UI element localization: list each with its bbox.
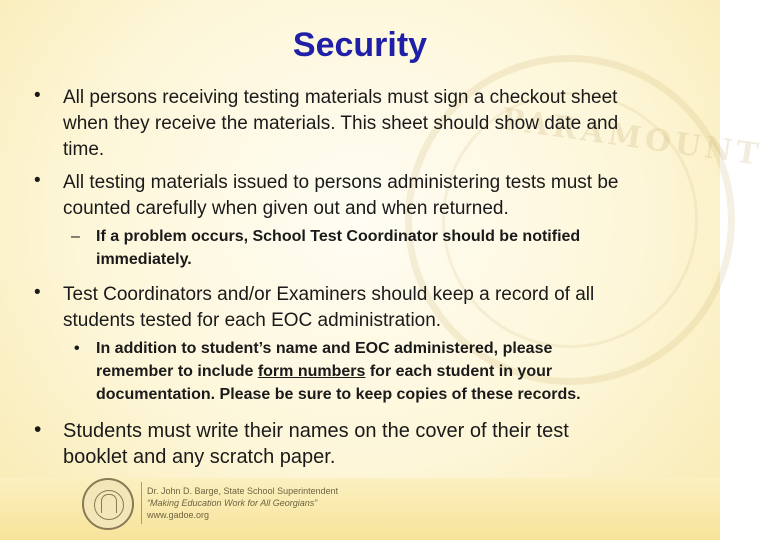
bullet-4-line-2: booklet and any scratch paper.	[63, 446, 336, 468]
bullet-3-line-1: Test Coordinators and/or Examiners should keep a record of all	[63, 284, 595, 305]
footer-superintendent: Dr. John D. Barge, State School Superintendent	[147, 486, 339, 496]
bullet-icon: •	[34, 170, 41, 191]
bullet-2-line-1: All testing materials issued to persons administering tests must be	[63, 172, 619, 193]
footer-slogan: “Making Education Work for All Georgians”	[147, 498, 318, 508]
seal-arch	[101, 494, 117, 513]
sub-item-line-1: If a problem occurs, School Test Coordinator should be notified	[96, 228, 581, 245]
slide-title: Security	[292, 26, 428, 64]
bullet-4-line-1: Students must write their names on the cover of their test	[63, 420, 569, 442]
form-numbers-underlined: form numbers	[257, 363, 366, 380]
bullet-1-line-3: time.	[63, 139, 105, 160]
bullet-3-line-2: students tested for each EOC administration.	[63, 310, 442, 331]
bullet-2-line-2: counted carefully when given out and when returned.	[63, 198, 509, 219]
bullet-1-line-2: when they receive the materials. This sheet should show date and	[63, 113, 619, 134]
dash-marker: –	[71, 228, 80, 245]
bullet-1-line-1: All persons receiving testing materials must sign a checkout sheet	[63, 87, 618, 108]
bullet-icon: •	[34, 418, 42, 441]
bullet-icon: •	[74, 340, 80, 357]
sub-item-line-2: immediately.	[96, 251, 192, 268]
watermark-text: PARAMOUNT	[498, 101, 764, 174]
bullet-icon: •	[34, 282, 41, 303]
sub-bullet-line-2	[96, 361, 552, 383]
sub-bullet-line-2-start: remember to include	[96, 363, 258, 380]
bullet-icon: •	[34, 85, 41, 106]
sub-bullet-line-1: In addition to student’s name and EOC administered, please	[96, 340, 553, 357]
department-of-education-seal-icon	[82, 478, 134, 530]
footer-divider	[141, 482, 142, 524]
sub-bullet-line-3: documentation. Please be sure to keep copies of these records.	[96, 386, 581, 403]
footer-website-link[interactable]: www.gadoe.org	[147, 510, 210, 520]
sub-bullet-line-2-end: for each student in your	[365, 363, 553, 380]
